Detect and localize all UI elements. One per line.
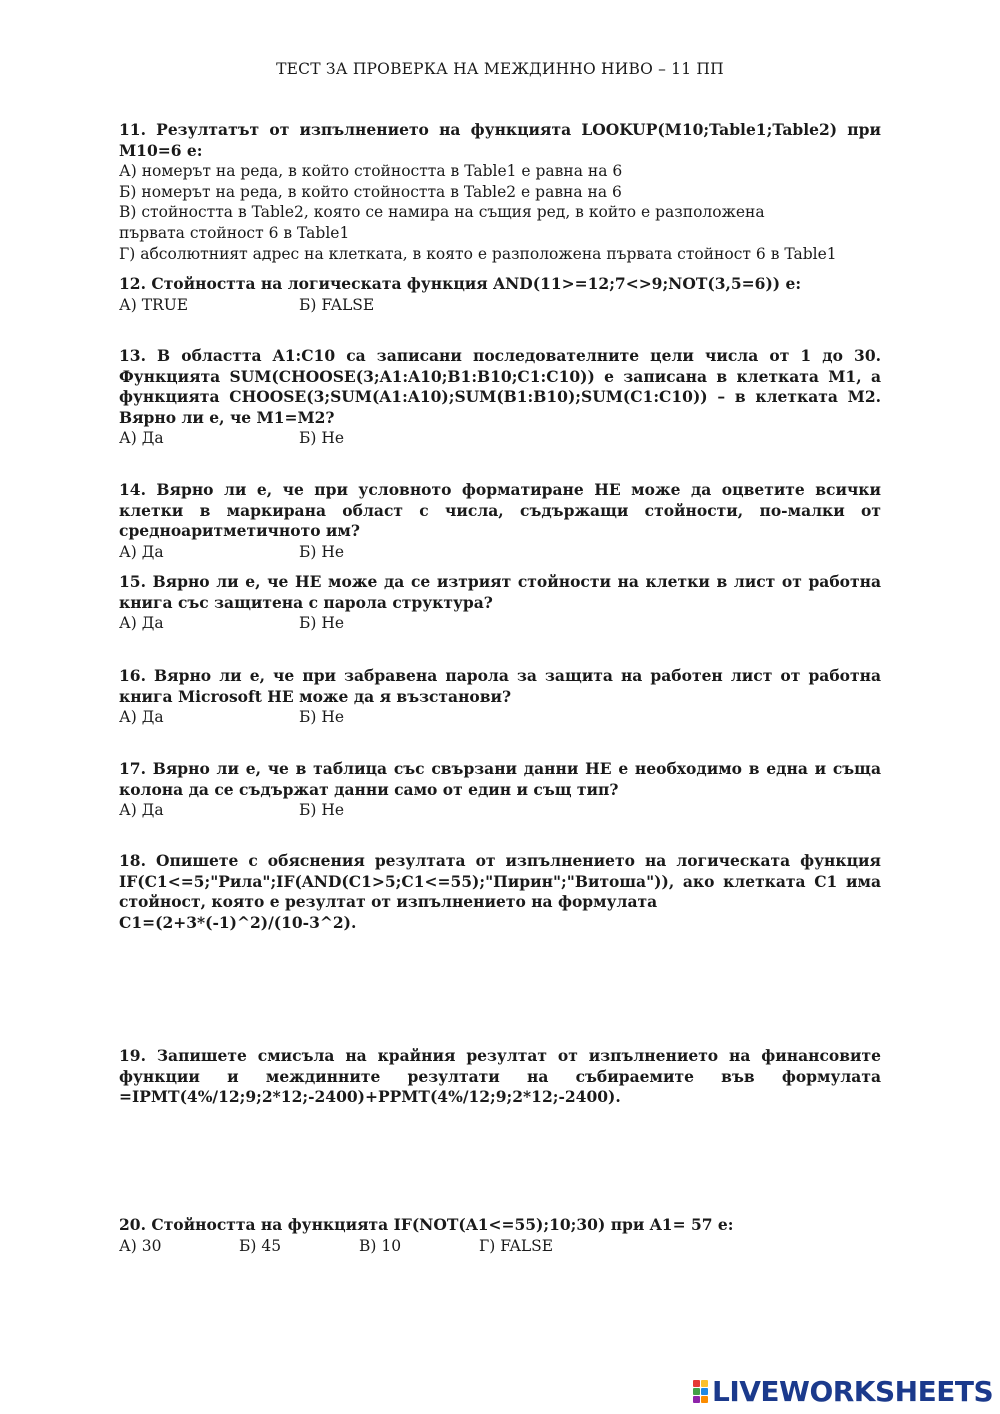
question-15	[119, 572, 881, 634]
question-12	[119, 274, 881, 315]
page-title: ТЕСТ ЗА ПРОВЕРКА НА МЕЖДИННО НИВО – 11 ПП	[276, 60, 724, 78]
logo-square	[701, 1380, 708, 1387]
option-b: Б) Не	[299, 708, 345, 727]
question-text: 18. Опишете с обяснения резултата от изпълнението на логическата функция IF(C1<=5;"Рила";IF(AND(C1>5;C1<=55);"Пирин";"Витоша")), ако клетката C1 има стойност, която е резултат от изпълнението на формулата	[119, 851, 881, 912]
option-b: Б) 45	[239, 1236, 282, 1255]
option-a: А) Да	[119, 542, 164, 561]
question-14	[119, 480, 881, 562]
option-a: А) 30	[119, 1236, 162, 1255]
logo-grid-icon	[693, 1380, 708, 1403]
logo-square	[701, 1388, 708, 1395]
option-c: В) 10	[359, 1236, 402, 1255]
logo-text: LIVEWORKSHEETS	[712, 1374, 994, 1408]
question-11	[119, 120, 881, 264]
option-b: Б) Не	[299, 542, 345, 561]
option-a: А) Да	[119, 429, 164, 448]
option-c: В) стойността в Table2, която се намира на същия ред, в който е разположена първата стойност 6 в Table1	[119, 203, 765, 242]
question-19	[119, 1046, 881, 1108]
option-b: Б) Не	[299, 429, 345, 448]
question-text: 15. Вярно ли е, че НЕ може да се изтрият стойности на клетки в лист от работна книга със защитена с парола структура?	[119, 572, 881, 612]
question-formula: C1=(2+3*(-1)^2)/(10-3^2).	[119, 912, 357, 932]
option-b: Б) номерът на реда, в който стойността в Table2 е равна на 6	[119, 182, 622, 201]
question-text: 16. Вярно ли е, че при забравена парола за защита на работен лист от работна книга Microsoft НЕ може да я възстанови?	[119, 666, 881, 706]
logo-square	[693, 1388, 700, 1395]
logo-square	[701, 1396, 708, 1403]
question-text: 13. В областта A1:C10 са записани последователните цели числа от 1 до 30. Функцията SUM(CHOOSE(3;A1:A10;B1:B10;C1:C10)) е записана в клетката M1, а функцията CHOOSE(3;SUM(A1:A10);SUM(B1:B10);SUM(C1:C10)) – в клетката M2. Вярно ли е, че M1=M2?	[119, 346, 881, 427]
logo-square	[693, 1396, 700, 1403]
question-20	[119, 1215, 881, 1256]
question-text: 14. Вярно ли е, че при условното форматиране НЕ може да оцветите всички клетки в маркирана област с числа, съдържащи стойности, по-малки от средноаритметичното им?	[119, 480, 881, 541]
question-text: 17. Вярно ли е, че в таблица със свързани данни НЕ е необходимо в една и съща колона да се съдържат данни само от един и същ тип?	[119, 759, 881, 799]
option-b: Б) Не	[299, 801, 345, 820]
option-a: А) TRUE	[119, 295, 189, 314]
liveworksheets-logo[interactable]	[693, 1375, 993, 1407]
option-a: А) Да	[119, 614, 164, 633]
question-18	[119, 851, 881, 933]
option-a: А) Да	[119, 708, 164, 727]
question-text: 19. Запишете смисъла на крайния резултат от изпълнението на финансовите функции и междинните резултати на събираемите във формулата =IPMT(4%/12;9;2*12;-2400)+PPMT(4%/12;9;2*12;-2400).	[119, 1046, 881, 1107]
option-b: Б) Не	[299, 614, 345, 633]
option-d: Г) абсолютният адрес на клетката, в която е разположена първата стойност 6 в Table1	[119, 244, 837, 263]
question-text: 11. Резултатът от изпълнението на функцията LOOKUP(M10;Table1;Table2) при M10=6 е:	[119, 120, 881, 160]
question-text: 20. Стойността на функцията IF(NOT(A1<=55);10;30) при A1= 57 е:	[119, 1215, 734, 1234]
option-a: А) номерът на реда, в който стойността в Table1 е равна на 6	[119, 162, 623, 181]
option-d: Г) FALSE	[479, 1236, 554, 1255]
question-16	[119, 666, 881, 728]
question-17	[119, 759, 881, 821]
logo-square	[693, 1380, 700, 1387]
question-text: 12. Стойността на логическата функция AND(11>=12;7<>9;NOT(3,5=6)) е:	[119, 274, 802, 293]
question-13	[119, 346, 881, 449]
option-b: Б) FALSE	[299, 295, 375, 314]
option-a: А) Да	[119, 801, 164, 820]
